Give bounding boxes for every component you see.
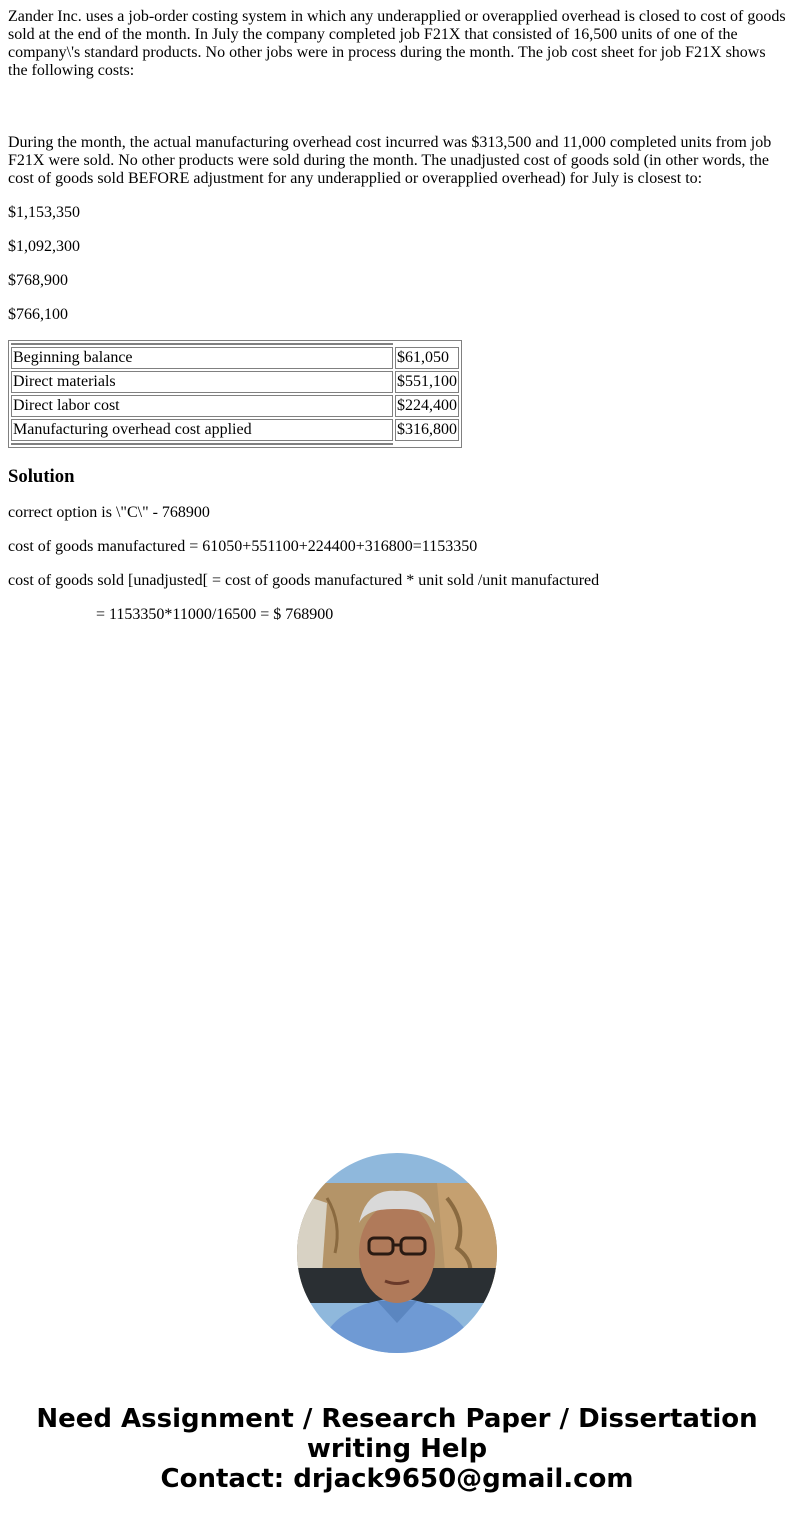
solution-answer: correct option is \"C\" - 768900: [8, 504, 210, 521]
footer-line-2: writing Help: [306, 1434, 488, 1464]
table-edge-cell: [11, 343, 393, 345]
spacer: [8, 80, 788, 134]
row-value: $61,050: [395, 347, 459, 369]
solution-cogm: cost of goods manufactured = 61050+551100+224400+316800=1153350: [8, 538, 478, 555]
table-top-edge: [11, 343, 459, 345]
tutor-photo-icon: [297, 1153, 497, 1353]
row-label: Direct materials: [11, 371, 393, 393]
table-bottom-edge: [11, 443, 459, 445]
option-c: $768,900: [8, 272, 68, 289]
table-row: [11, 371, 459, 393]
row-label: Manufacturing overhead cost applied: [11, 419, 393, 441]
option-d: $766,100: [8, 306, 68, 323]
row-value: $224,400: [395, 395, 459, 417]
solution-heading: Solution: [8, 466, 75, 487]
row-label: Beginning balance: [11, 347, 393, 369]
solution-cogs-result: = 1153350*11000/16500 = $ 768900: [96, 606, 334, 623]
row-value: $551,100: [395, 371, 459, 393]
option-b: $1,092,300: [8, 238, 80, 255]
row-label: Direct labor cost: [11, 395, 393, 417]
table-row: [11, 347, 459, 369]
question-body: During the month, the actual manufacturing overhead cost incurred was $313,500 and 11,000 completed units from job F21X were sold. No other products were sold during the month. The unadjusted cost of goods sold (in other words, the cost of goods sold BEFORE adjustment for any underapplied or overapplied overhead) for July is closest to:: [8, 134, 772, 187]
job-cost-table: [8, 340, 462, 448]
footer-contact: Contact: drjack9650@gmail.com: [160, 1464, 634, 1494]
row-value: $316,800: [395, 419, 459, 441]
document-content: [8, 8, 788, 640]
table-edge-cell: [11, 443, 393, 445]
question-intro: Zander Inc. uses a job-order costing system in which any underapplied or overapplied overhead is closed to cost of goods sold at the end of the month. In July the company completed job F21X that consisted of 16,500 units of one of the company\'s standard products. No other jobs were in process during the month. The job cost sheet for job F21X shows the following costs:: [8, 8, 786, 79]
footer-line-1: Need Assignment / Research Paper / Dissertation: [36, 1404, 758, 1434]
option-a: $1,153,350: [8, 204, 80, 221]
footer-banner: [0, 1404, 794, 1494]
avatar: [297, 1153, 497, 1353]
solution-cogs-formula: cost of goods sold [unadjusted[ = cost of goods manufactured * unit sold /unit manufactured: [8, 572, 600, 589]
table-row: [11, 419, 459, 441]
table-row: [11, 395, 459, 417]
